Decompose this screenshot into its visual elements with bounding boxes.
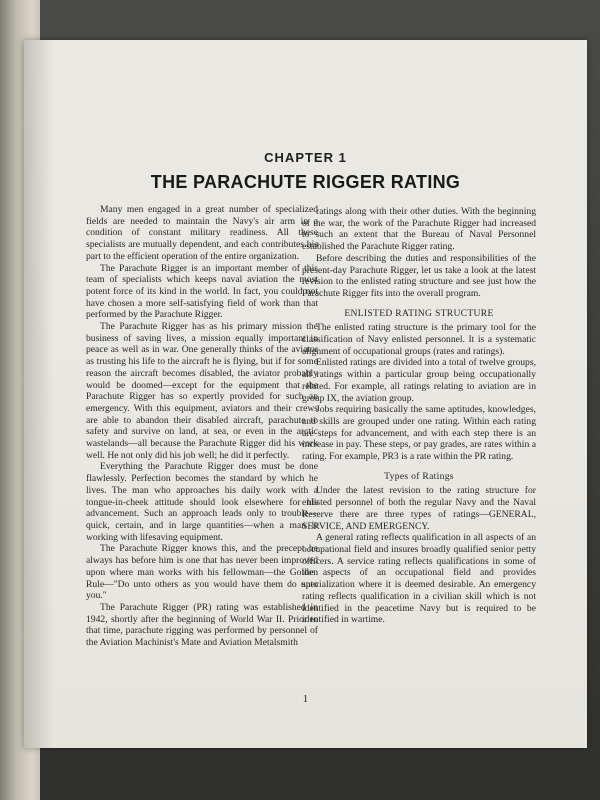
paragraph: The Parachute Rigger (PR) rating was established in 1942, shortly after the beginning of World War II. Prior to that time, parachute rigging was performed by personnel of the Aviation Machinist's Mate and Aviation Metalsmith [86,601,318,649]
paragraph: Under the latest revision to the rating structure for enlisted personnel of both the regular Navy and the Naval Reserve there are three types of ratings—GENERAL, SERVICE, AND EMERGENCY. [302,485,536,532]
book-page [24,40,587,748]
page-gutter-shadow [24,40,54,748]
chapter-title: THE PARACHUTE RIGGER RATING [150,172,461,192]
paragraph: Jobs requiring basically the same aptitudes, knowledges, and skills are grouped under one rating. Within each rating are steps for advancement, and with each step there is an increase in pay. These steps, or pay grades, are rates within a rating. For example, PR3 is a rate within the PR rating. [302,404,536,463]
subsection-heading: Types of Ratings [384,470,454,482]
page-number: 1 [302,693,309,705]
left-column [86,204,318,649]
paragraph: ratings along with their other duties. With the beginning of the war, the work of the Parachute Rigger had increased to such an extent that the Bureau of Naval Personnel established the Parachute Rigger rating. [302,206,536,253]
paragraph: The enlisted rating structure is the primary tool for the classification of Navy enlisted personnel. It is a systematic alignment of occupational groups (rates and ratings). [302,322,536,357]
paragraph: Before describing the duties and responsibilities of the present-day Parachute Rigger, let us take a look at the latest revision to the enlisted rating structure and see just how the Parachute Rigger fits into the overall program. [302,252,536,299]
paragraph: Enlisted ratings are divided into a total of twelve groups, all ratings within a particular group being occupationally related. For example, all ratings relating to aviation are in group IX, the aviation group. [302,357,536,404]
paragraph: The Parachute Rigger is an important member of this team of specialists which keeps naval aviation the most potent force of its kind in the world. In fact, you could not have chosen a more self-satisfying field of work than that performed by the Parachute Rigger. [86,262,318,321]
chapter-number: CHAPTER 1 [264,150,347,165]
paragraph: The Parachute Rigger knows this, and the precept he always has before him is one that has never been improved upon where man works with his fellowman—the Golden Rule—"Do unto others as you would have them do unto you." [86,543,318,602]
paragraph: The Parachute Rigger has as his primary mission the business of saving lives, a mission equally important in peace as well as in war. One generally thinks of the aviator as trusting his life to the aircraft he is flying, but if for some reason the aircraft becomes disabled, the aviator probably would be doomed—except for the equipment that the Parachute Rigger has so expertly provided for such an emergency. With this equipment, aviators and their crews are able to abandon their disabled aircraft, parachute to safety and survive on land, at sea, or even in the arctic wastelands—all because the Parachute Rigger did his work well. He not only did his job well; he did it perfectly. [86,321,318,461]
paragraph: Everything the Parachute Rigger does must be done flawlessly. Perfection becomes the standard by which he lives. The man who approaches his daily work with a tongue-in-cheek attitude should look elsewhere for his advancement. Such an approach leads only to trouble—quick, certain, and in large quantities—when a man is working with lifesaving equipment. [86,461,318,543]
section-heading: ENLISTED RATING STRUCTURE [344,307,494,319]
right-column [302,206,536,626]
paragraph: Many men engaged in a great number of specialized fields are needed to maintain the Navy's air arm in a condition of constant military readiness. All these specialists are mutually dependent, and each contributes his part to the efficient operation of the entire organization. [86,204,318,262]
paragraph: A general rating reflects qualification in all aspects of an occupational field and insures broadly qualified senior petty officers. A service rating reflects qualifications in some of the aspects of an occupational field and provides specialization where it is deemed desirable. An emergency rating reflects qualification in a civilian skill which is not identified in the peacetime Navy but is required to be identified in wartime. [302,532,536,626]
